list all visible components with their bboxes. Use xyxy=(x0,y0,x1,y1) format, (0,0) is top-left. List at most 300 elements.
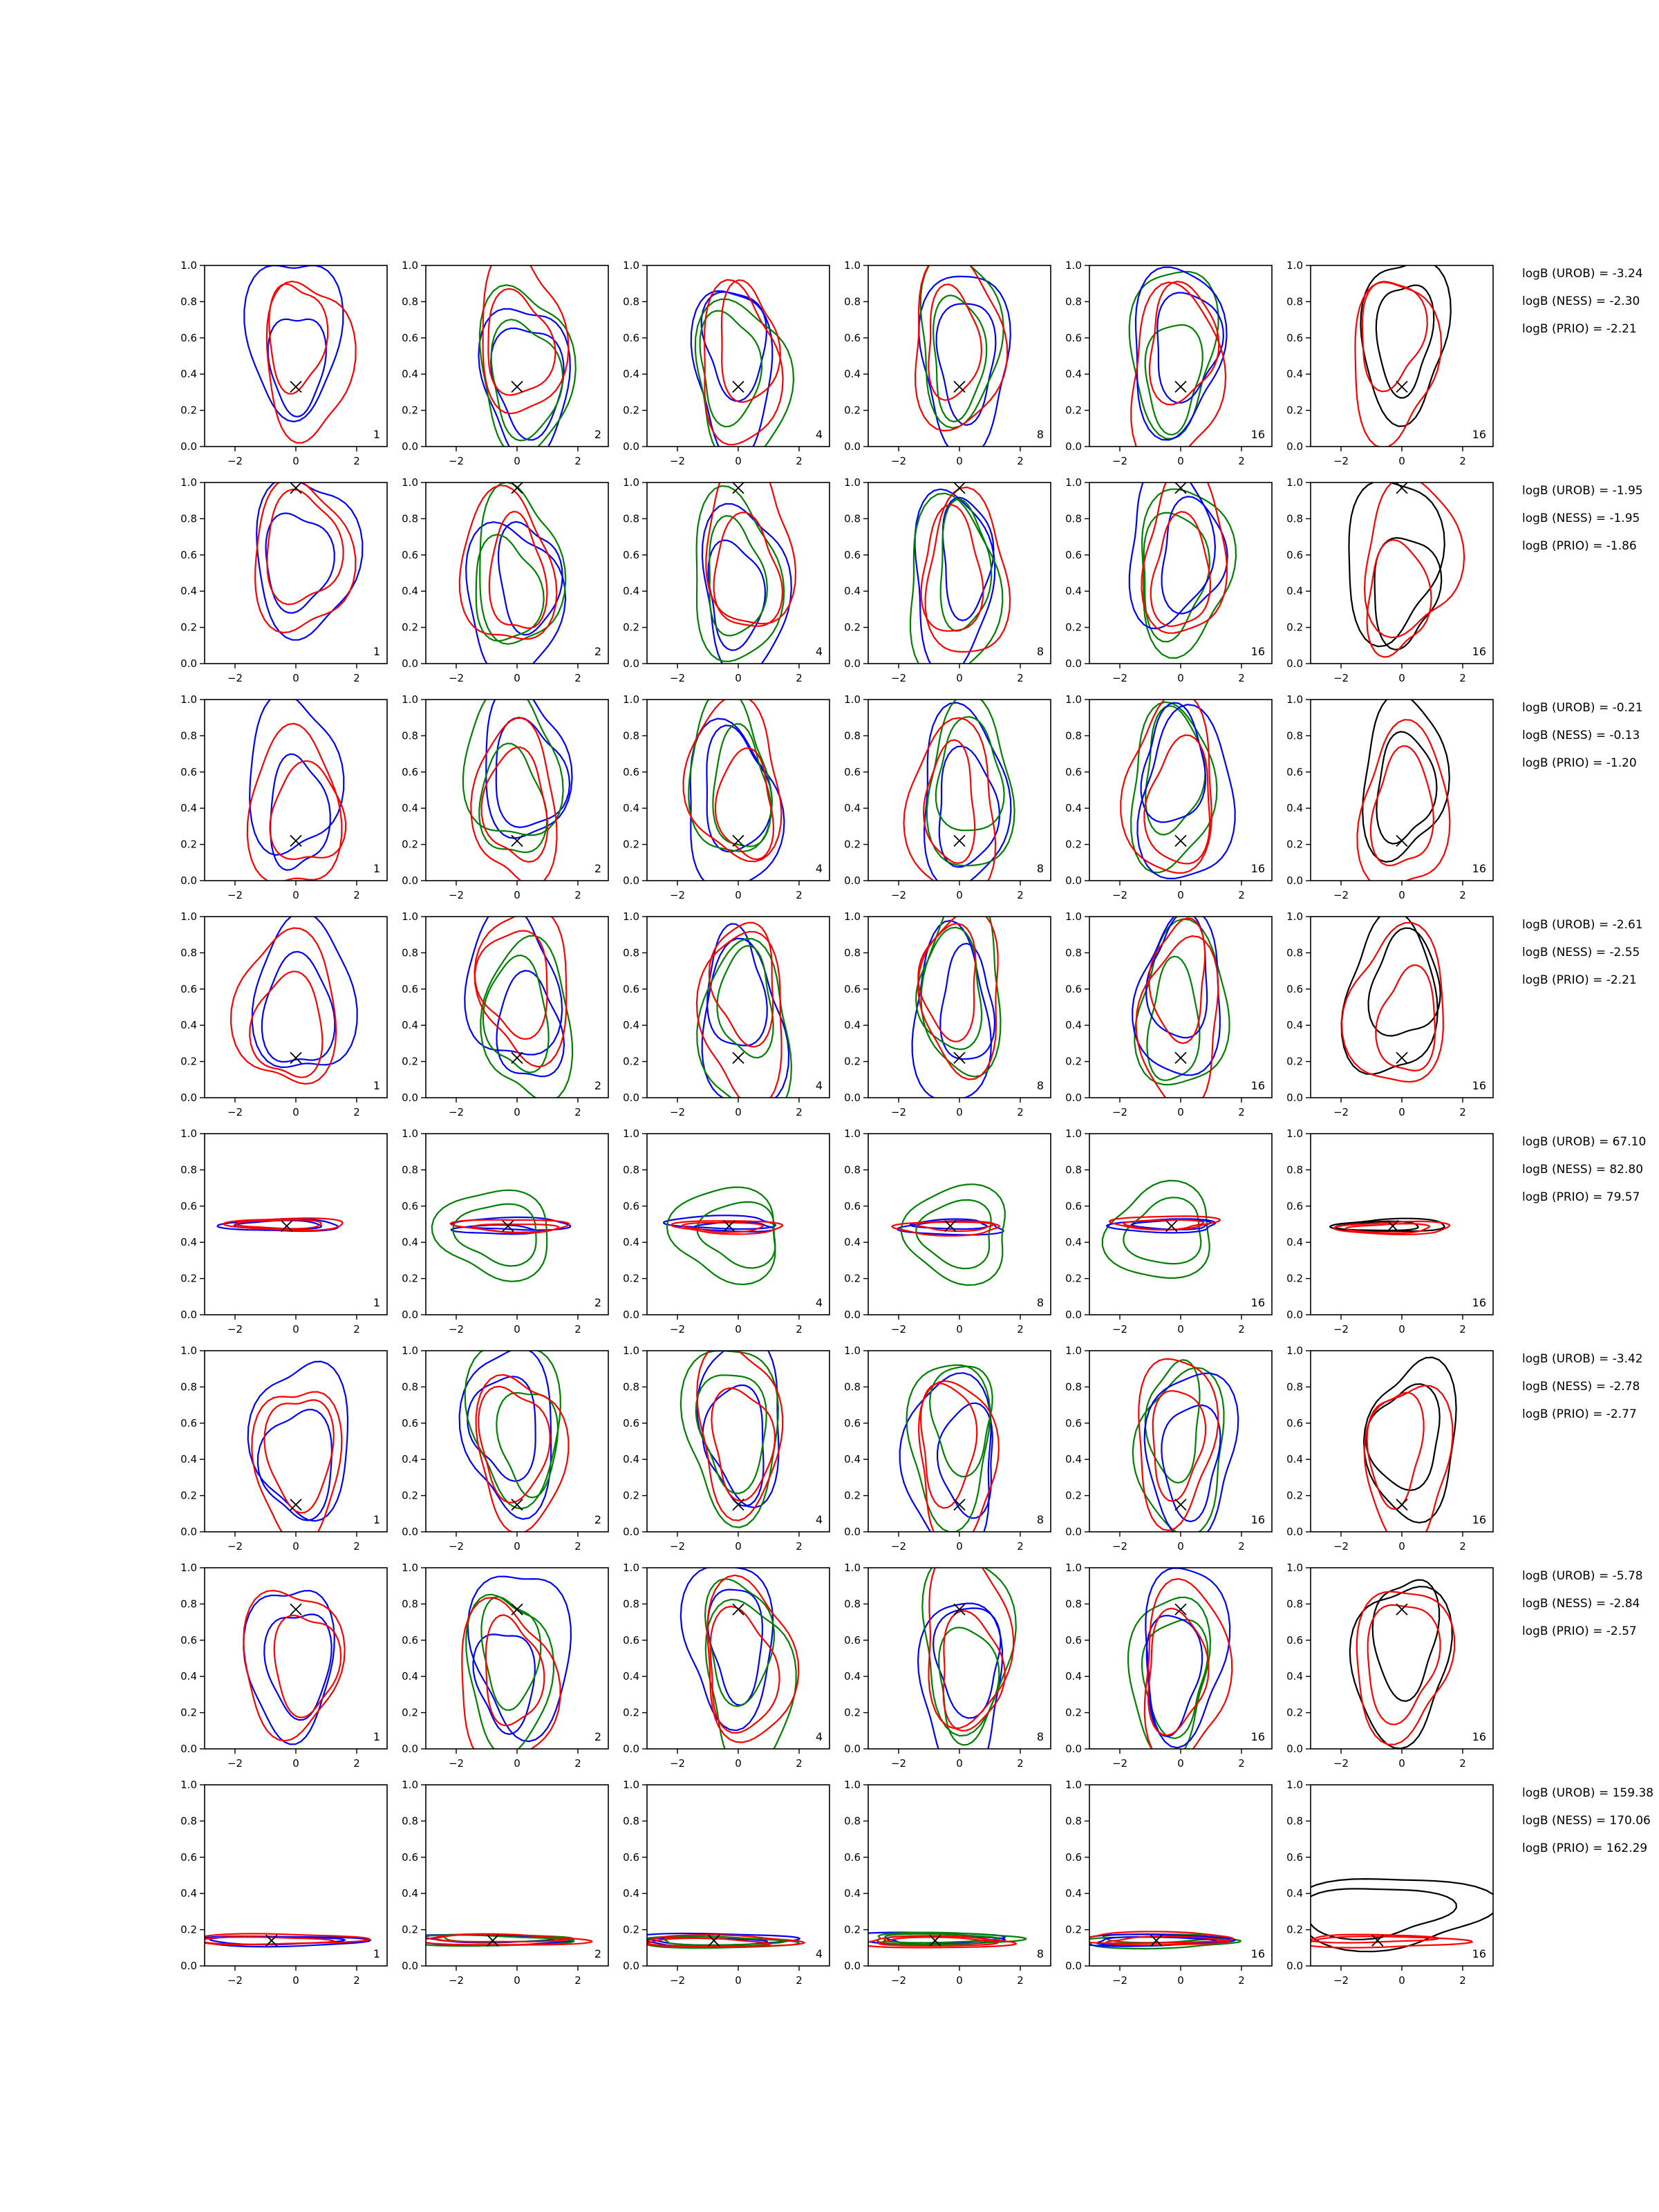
truth-marker xyxy=(1396,1499,1407,1510)
y-tick-label: 0.0 xyxy=(1065,657,1082,670)
x-tick-label: 2 xyxy=(1017,1323,1024,1335)
y-tick-label: 0.4 xyxy=(844,1453,861,1466)
y-tick-label: 0.8 xyxy=(402,512,418,525)
panel-r1-c6 xyxy=(1286,259,1493,467)
x-tick-label: 0 xyxy=(1177,1540,1184,1553)
y-tick-label: 0.2 xyxy=(180,1706,197,1719)
y-tick-label: 0.6 xyxy=(402,331,418,344)
y-tick-label: 0.4 xyxy=(1286,1236,1303,1249)
y-tick-label: 0.8 xyxy=(1065,1815,1082,1828)
contour-prio-level-2 xyxy=(1148,1609,1208,1736)
y-tick-label: 0.0 xyxy=(1286,1960,1303,1972)
panel-sample-label: 16 xyxy=(1250,645,1265,658)
y-tick-label: 0.8 xyxy=(1286,1815,1303,1828)
contour-ness-level-2 xyxy=(1145,706,1205,834)
contour-urob-level-2 xyxy=(473,1634,534,1734)
x-tick-label: −2 xyxy=(448,1757,465,1770)
x-tick-label: 2 xyxy=(1459,1323,1466,1335)
x-tick-label: −2 xyxy=(1112,1540,1128,1553)
panel-r3-c6 xyxy=(1286,693,1493,901)
x-tick-label: 2 xyxy=(574,1323,581,1335)
contour-group xyxy=(900,1365,999,1557)
x-tick-label: −2 xyxy=(448,889,465,901)
x-tick-label: 2 xyxy=(574,455,581,467)
y-tick-label: 1.0 xyxy=(180,1779,197,1791)
contour-group xyxy=(255,478,362,640)
x-tick-label: −2 xyxy=(669,1974,686,1987)
y-tick-label: 0.6 xyxy=(1286,765,1303,778)
x-tick-label: −2 xyxy=(890,672,907,684)
axes-frame xyxy=(205,265,387,447)
x-tick-label: −2 xyxy=(669,1323,686,1335)
truth-marker xyxy=(1396,1052,1407,1063)
axes-frame xyxy=(205,1568,387,1749)
y-tick-label: 1.0 xyxy=(402,1562,418,1574)
contour-urob-level-2 xyxy=(937,304,996,426)
y-tick-label: 0.6 xyxy=(180,548,197,561)
contour-urob-level-2 xyxy=(497,971,565,1076)
contour-prio-level-2 xyxy=(267,489,343,604)
contour-ness-level-1 xyxy=(432,1190,547,1282)
y-tick-label: 0.8 xyxy=(1286,1380,1303,1394)
contour-group xyxy=(243,1591,344,1744)
panel-sample-label: 16 xyxy=(1250,1296,1265,1309)
y-tick-label: 1.0 xyxy=(623,1562,639,1574)
x-tick-label: 2 xyxy=(1017,1106,1024,1118)
x-tick-label: −2 xyxy=(448,455,465,467)
y-tick-label: 0.4 xyxy=(1286,1887,1303,1900)
y-tick-label: 0.8 xyxy=(180,729,197,742)
panel-sample-label: 1 xyxy=(373,1947,380,1960)
x-tick-label: 2 xyxy=(353,1323,360,1335)
y-tick-label: 1.0 xyxy=(623,476,639,489)
y-tick-label: 1.0 xyxy=(623,910,639,923)
logb-row-4-ness: logB (NESS) = -2.55 xyxy=(1522,946,1640,959)
y-tick-label: 0.0 xyxy=(844,657,861,670)
y-tick-label: 0.4 xyxy=(623,1887,639,1900)
panel-r8-c2 xyxy=(402,1779,608,1987)
y-tick-label: 0.0 xyxy=(1286,1309,1303,1321)
panel-r1-c3 xyxy=(623,259,830,467)
y-tick-label: 0.4 xyxy=(402,1236,418,1249)
y-tick-label: 0.0 xyxy=(402,1960,418,1972)
y-tick-label: 0.4 xyxy=(1065,1453,1082,1466)
axes-frame xyxy=(426,265,608,447)
contour-urob-level-2 xyxy=(702,292,767,401)
contour-group xyxy=(244,265,355,442)
truth-marker xyxy=(290,382,301,393)
x-tick-label: −2 xyxy=(1333,455,1349,467)
contour-urob-level-2 xyxy=(268,319,326,417)
contour-group xyxy=(1103,1181,1220,1278)
y-tick-label: 0.2 xyxy=(1286,1923,1303,1936)
contour-prio-level-2 xyxy=(1151,512,1210,626)
x-tick-label: 2 xyxy=(574,672,581,684)
x-tick-label: 0 xyxy=(292,455,299,467)
x-tick-label: −2 xyxy=(1333,1323,1349,1335)
contour-group xyxy=(1356,261,1451,448)
panel-r5-c2 xyxy=(402,1127,608,1335)
axes-frame xyxy=(1089,482,1272,664)
logb-row-5-prio: logB (PRIO) = 79.57 xyxy=(1522,1190,1640,1204)
contour-reference-level-1 xyxy=(1349,481,1445,646)
y-tick-label: 0.4 xyxy=(180,1670,197,1683)
y-tick-label: 0.2 xyxy=(180,621,197,634)
x-tick-label: −2 xyxy=(890,889,907,901)
y-tick-label: 0.8 xyxy=(623,946,639,959)
x-tick-label: −2 xyxy=(669,1757,686,1770)
truth-marker xyxy=(733,382,744,393)
panel-sample-label: 4 xyxy=(815,1730,823,1743)
y-tick-label: 0.6 xyxy=(844,982,861,995)
y-tick-label: 0.2 xyxy=(402,1923,418,1936)
contour-group xyxy=(904,693,1015,897)
contour-urob-level-1 xyxy=(912,921,991,1100)
y-tick-label: 0.8 xyxy=(844,512,861,525)
x-tick-label: −2 xyxy=(1333,1974,1349,1987)
y-tick-label: 0.8 xyxy=(1065,729,1082,742)
x-tick-label: −2 xyxy=(227,889,243,901)
y-tick-label: 0.2 xyxy=(1286,621,1303,634)
y-tick-label: 0.6 xyxy=(623,765,639,778)
axes-frame xyxy=(426,482,608,664)
x-tick-label: −2 xyxy=(890,455,907,467)
y-tick-label: 0.6 xyxy=(1286,1416,1303,1430)
x-tick-label: 0 xyxy=(956,1974,963,1987)
y-tick-label: 0.6 xyxy=(180,1850,197,1864)
y-tick-label: 0.2 xyxy=(180,838,197,851)
y-tick-label: 0.6 xyxy=(844,1633,861,1647)
y-tick-label: 0.8 xyxy=(1065,946,1082,959)
contour-prio-level-2 xyxy=(1371,746,1434,865)
panel-sample-label: 4 xyxy=(815,862,823,875)
x-tick-label: 2 xyxy=(1459,672,1466,684)
contour-group xyxy=(681,1566,799,1773)
y-tick-label: 0.8 xyxy=(1065,1380,1082,1394)
y-tick-label: 0.0 xyxy=(180,874,197,887)
contour-group xyxy=(231,912,357,1084)
y-tick-label: 0.4 xyxy=(402,368,418,381)
contour-urob-level-2 xyxy=(467,1376,536,1481)
y-tick-label: 0.8 xyxy=(844,1597,861,1611)
y-tick-label: 0.6 xyxy=(1065,548,1082,561)
y-tick-label: 1.0 xyxy=(844,1562,861,1574)
x-tick-label: 2 xyxy=(353,455,360,467)
y-tick-label: 0.4 xyxy=(623,802,639,815)
y-tick-label: 0.2 xyxy=(623,1055,639,1068)
y-tick-label: 1.0 xyxy=(623,1344,639,1357)
y-tick-label: 0.4 xyxy=(844,1670,861,1683)
x-tick-label: 0 xyxy=(514,455,521,467)
y-tick-label: 1.0 xyxy=(402,1127,418,1140)
y-tick-label: 0.8 xyxy=(1065,1163,1082,1177)
y-tick-label: 0.2 xyxy=(623,838,639,851)
y-tick-label: 0.6 xyxy=(180,1633,197,1647)
contour-group xyxy=(681,1338,782,1528)
truth-marker xyxy=(1175,1499,1186,1510)
axes-frame xyxy=(1311,917,1493,1098)
y-tick-label: 1.0 xyxy=(180,476,197,489)
contour-group xyxy=(910,487,1010,679)
panel-r8-c5 xyxy=(1065,1779,1272,1987)
panel-sample-label: 1 xyxy=(373,1079,380,1092)
x-tick-label: 2 xyxy=(574,1757,581,1770)
y-tick-label: 0.4 xyxy=(1065,585,1082,598)
panel-sample-label: 1 xyxy=(373,1296,380,1309)
contour-group xyxy=(1128,1568,1232,1765)
y-tick-label: 0.4 xyxy=(1286,1453,1303,1466)
y-tick-label: 0.2 xyxy=(402,621,418,634)
axes-frame xyxy=(868,1568,1051,1749)
panel-sample-label: 4 xyxy=(815,645,823,658)
x-tick-label: 2 xyxy=(796,455,803,467)
x-tick-label: 0 xyxy=(1398,455,1405,467)
y-tick-label: 0.0 xyxy=(402,440,418,453)
contour-ness-level-2 xyxy=(1147,957,1199,1080)
contour-urob-level-1 xyxy=(468,1577,571,1742)
truth-marker xyxy=(512,835,523,846)
x-tick-label: 0 xyxy=(1398,889,1405,901)
panel-r2-c2 xyxy=(402,476,608,684)
y-tick-label: 0.6 xyxy=(844,1199,861,1212)
y-tick-label: 0.2 xyxy=(623,621,639,634)
y-tick-label: 0.2 xyxy=(180,1272,197,1285)
logb-row-5-ness: logB (NESS) = 82.80 xyxy=(1522,1163,1644,1177)
panel-sample-label: 1 xyxy=(373,1513,380,1526)
y-tick-label: 0.6 xyxy=(1065,1416,1082,1430)
panel-r8-c4 xyxy=(844,1779,1051,1987)
y-tick-label: 0.0 xyxy=(180,1960,197,1972)
y-tick-label: 0.8 xyxy=(623,1597,639,1611)
y-tick-label: 0.4 xyxy=(1065,1887,1082,1900)
x-tick-label: 2 xyxy=(1238,1757,1245,1770)
panel-r5-c6 xyxy=(1286,1127,1493,1335)
contour-urob-level-2 xyxy=(706,725,772,852)
panel-r4-c3 xyxy=(623,910,830,1118)
y-tick-label: 0.6 xyxy=(402,548,418,561)
y-tick-label: 0.6 xyxy=(180,982,197,995)
x-tick-label: 2 xyxy=(353,1974,360,1987)
truth-marker xyxy=(733,1052,744,1063)
x-tick-label: 2 xyxy=(796,1757,803,1770)
y-tick-label: 1.0 xyxy=(844,693,861,706)
x-tick-label: −2 xyxy=(448,1106,465,1118)
y-tick-label: 0.0 xyxy=(180,1743,197,1755)
y-tick-label: 0.0 xyxy=(1286,1526,1303,1538)
x-tick-label: 2 xyxy=(1238,672,1245,684)
y-tick-label: 0.8 xyxy=(180,1163,197,1177)
contour-prio-level-2 xyxy=(924,740,975,863)
y-tick-label: 0.8 xyxy=(180,295,197,308)
y-tick-label: 0.2 xyxy=(623,1706,639,1719)
panel-r4-c2 xyxy=(402,904,608,1118)
contour-ness-level-2 xyxy=(713,724,771,846)
y-tick-label: 0.4 xyxy=(180,1887,197,1900)
panel-sample-label: 2 xyxy=(594,1079,601,1092)
y-tick-label: 0.8 xyxy=(402,295,418,308)
x-tick-label: −2 xyxy=(890,1106,907,1118)
panel-sample-label: 1 xyxy=(373,862,380,875)
contour-urob-level-1 xyxy=(702,504,791,678)
x-tick-label: 2 xyxy=(796,1974,803,1987)
x-tick-label: 0 xyxy=(292,889,299,901)
contour-reference-level-1 xyxy=(1342,910,1438,1074)
y-tick-label: 0.6 xyxy=(844,548,861,561)
x-tick-label: 0 xyxy=(292,1540,299,1553)
x-tick-label: 0 xyxy=(1177,889,1184,901)
panel-sample-label: 16 xyxy=(1250,1947,1265,1960)
axes-frame xyxy=(647,1134,830,1315)
y-tick-label: 0.2 xyxy=(1286,838,1303,851)
y-tick-label: 0.2 xyxy=(844,1923,861,1936)
x-tick-label: 2 xyxy=(353,1540,360,1553)
x-tick-label: −2 xyxy=(1112,1974,1128,1987)
contour-group xyxy=(460,1347,569,1534)
y-tick-label: 0.6 xyxy=(623,1633,639,1647)
y-tick-label: 1.0 xyxy=(844,259,861,272)
y-tick-label: 0.4 xyxy=(1286,1670,1303,1683)
x-tick-label: 0 xyxy=(514,1540,521,1553)
x-tick-label: 0 xyxy=(1177,455,1184,467)
y-tick-label: 0.4 xyxy=(623,368,639,381)
panel-r5-c1 xyxy=(180,1127,387,1335)
logb-row-3-urob: logB (UROB) = -0.21 xyxy=(1522,701,1643,715)
axes-frame xyxy=(647,482,830,664)
x-tick-label: −2 xyxy=(1333,1757,1349,1770)
y-tick-label: 0.6 xyxy=(623,1416,639,1430)
y-tick-label: 0.4 xyxy=(1065,802,1082,815)
x-tick-label: 2 xyxy=(1238,1323,1245,1335)
logb-row-7-ness: logB (NESS) = -2.84 xyxy=(1522,1597,1640,1611)
contour-urob-level-1 xyxy=(243,1591,335,1744)
y-tick-label: 0.4 xyxy=(402,802,418,815)
y-tick-label: 0.2 xyxy=(1065,1055,1082,1068)
y-tick-label: 0.0 xyxy=(844,1309,861,1321)
logb-row-4-prio: logB (PRIO) = -2.21 xyxy=(1522,973,1637,987)
y-tick-label: 0.6 xyxy=(844,765,861,778)
panel-r7-c2 xyxy=(402,1562,608,1770)
truth-marker xyxy=(1396,835,1407,846)
x-tick-label: 2 xyxy=(574,1106,581,1118)
y-tick-label: 1.0 xyxy=(844,1127,861,1140)
x-tick-label: 2 xyxy=(353,889,360,901)
x-tick-label: 0 xyxy=(1177,1757,1184,1770)
x-tick-label: 0 xyxy=(735,889,742,901)
y-tick-label: 0.0 xyxy=(1286,874,1303,887)
x-tick-label: 0 xyxy=(1398,1757,1405,1770)
y-tick-label: 1.0 xyxy=(180,693,197,706)
y-tick-label: 0.8 xyxy=(623,729,639,742)
y-tick-label: 0.8 xyxy=(1065,1597,1082,1611)
x-tick-label: 2 xyxy=(1238,1106,1245,1118)
y-tick-label: 0.0 xyxy=(844,1960,861,1972)
contour-prio-level-2 xyxy=(489,512,547,628)
x-tick-label: 2 xyxy=(353,672,360,684)
y-tick-label: 0.6 xyxy=(180,1199,197,1212)
y-tick-label: 0.6 xyxy=(623,548,639,561)
y-tick-label: 0.4 xyxy=(1065,368,1082,381)
y-tick-label: 1.0 xyxy=(1065,1344,1082,1357)
y-tick-label: 1.0 xyxy=(1286,1344,1303,1357)
axes-frame xyxy=(1311,265,1493,447)
x-tick-label: −2 xyxy=(448,672,465,684)
logb-row-6-prio: logB (PRIO) = -2.77 xyxy=(1522,1407,1637,1421)
y-tick-label: 1.0 xyxy=(180,259,197,272)
x-tick-label: 2 xyxy=(796,889,803,901)
y-tick-label: 0.0 xyxy=(623,874,639,887)
y-tick-label: 0.8 xyxy=(623,512,639,525)
contour-urob-level-1 xyxy=(244,265,343,422)
contour-prio-level-1 xyxy=(1342,923,1443,1082)
panel-sample-label: 16 xyxy=(1250,1730,1265,1743)
logb-row-6-ness: logB (NESS) = -2.78 xyxy=(1522,1380,1640,1394)
contour-urob-level-1 xyxy=(478,309,570,462)
y-tick-label: 1.0 xyxy=(623,259,639,272)
x-tick-label: −2 xyxy=(1333,1540,1349,1553)
y-tick-label: 0.8 xyxy=(844,1163,861,1177)
y-tick-label: 0.4 xyxy=(402,1019,418,1032)
y-tick-label: 0.2 xyxy=(1065,1272,1082,1285)
logb-row-7-prio: logB (PRIO) = -2.57 xyxy=(1522,1624,1637,1638)
y-tick-label: 0.0 xyxy=(623,1091,639,1104)
y-tick-label: 0.8 xyxy=(844,729,861,742)
x-tick-label: −2 xyxy=(669,889,686,901)
x-tick-label: −2 xyxy=(448,1974,465,1987)
y-tick-label: 0.8 xyxy=(402,1815,418,1828)
contour-urob-level-1 xyxy=(248,1362,348,1521)
contour-prio-level-2 xyxy=(1368,1605,1441,1725)
y-tick-label: 0.6 xyxy=(402,1633,418,1647)
x-tick-label: 2 xyxy=(796,1323,803,1335)
y-tick-label: 0.4 xyxy=(844,1887,861,1900)
y-tick-label: 0.8 xyxy=(1286,729,1303,742)
x-tick-label: −2 xyxy=(1112,1323,1128,1335)
contour-ness-level-1 xyxy=(667,1188,776,1285)
panel-r2-c3 xyxy=(623,453,830,684)
x-tick-label: −2 xyxy=(890,1974,907,1987)
y-tick-label: 0.4 xyxy=(623,1453,639,1466)
x-tick-label: 0 xyxy=(1398,1106,1405,1118)
x-tick-label: 0 xyxy=(1177,1106,1184,1118)
contour-prio-level-2 xyxy=(488,289,555,395)
y-tick-label: 0.2 xyxy=(402,1055,418,1068)
panel-r8-c6 xyxy=(1286,1779,1499,1987)
y-tick-label: 0.2 xyxy=(1065,838,1082,851)
y-tick-label: 0.8 xyxy=(402,1597,418,1611)
x-tick-label: −2 xyxy=(890,1540,907,1553)
x-tick-label: 0 xyxy=(1398,1974,1405,1987)
x-tick-label: 0 xyxy=(1398,672,1405,684)
x-tick-label: 2 xyxy=(1459,1540,1466,1553)
x-tick-label: 0 xyxy=(1398,1540,1405,1553)
x-tick-label: 2 xyxy=(796,1106,803,1118)
y-tick-label: 0.0 xyxy=(844,440,861,453)
y-tick-label: 0.2 xyxy=(1286,1055,1303,1068)
y-tick-label: 0.8 xyxy=(180,1380,197,1394)
contour-group xyxy=(697,923,791,1118)
panel-sample-label: 2 xyxy=(594,645,601,658)
y-tick-label: 0.2 xyxy=(402,1706,418,1719)
y-tick-label: 0.2 xyxy=(1065,621,1082,634)
x-tick-label: −2 xyxy=(890,1757,907,1770)
panel-sample-label: 8 xyxy=(1036,862,1044,875)
contour-group xyxy=(1342,910,1443,1082)
contour-ness-level-1 xyxy=(463,684,563,835)
panel-r8-c3 xyxy=(623,1779,830,1987)
y-tick-label: 0.4 xyxy=(1065,1019,1082,1032)
panel-r4-c5 xyxy=(1065,909,1272,1119)
contour-group xyxy=(1121,691,1235,879)
